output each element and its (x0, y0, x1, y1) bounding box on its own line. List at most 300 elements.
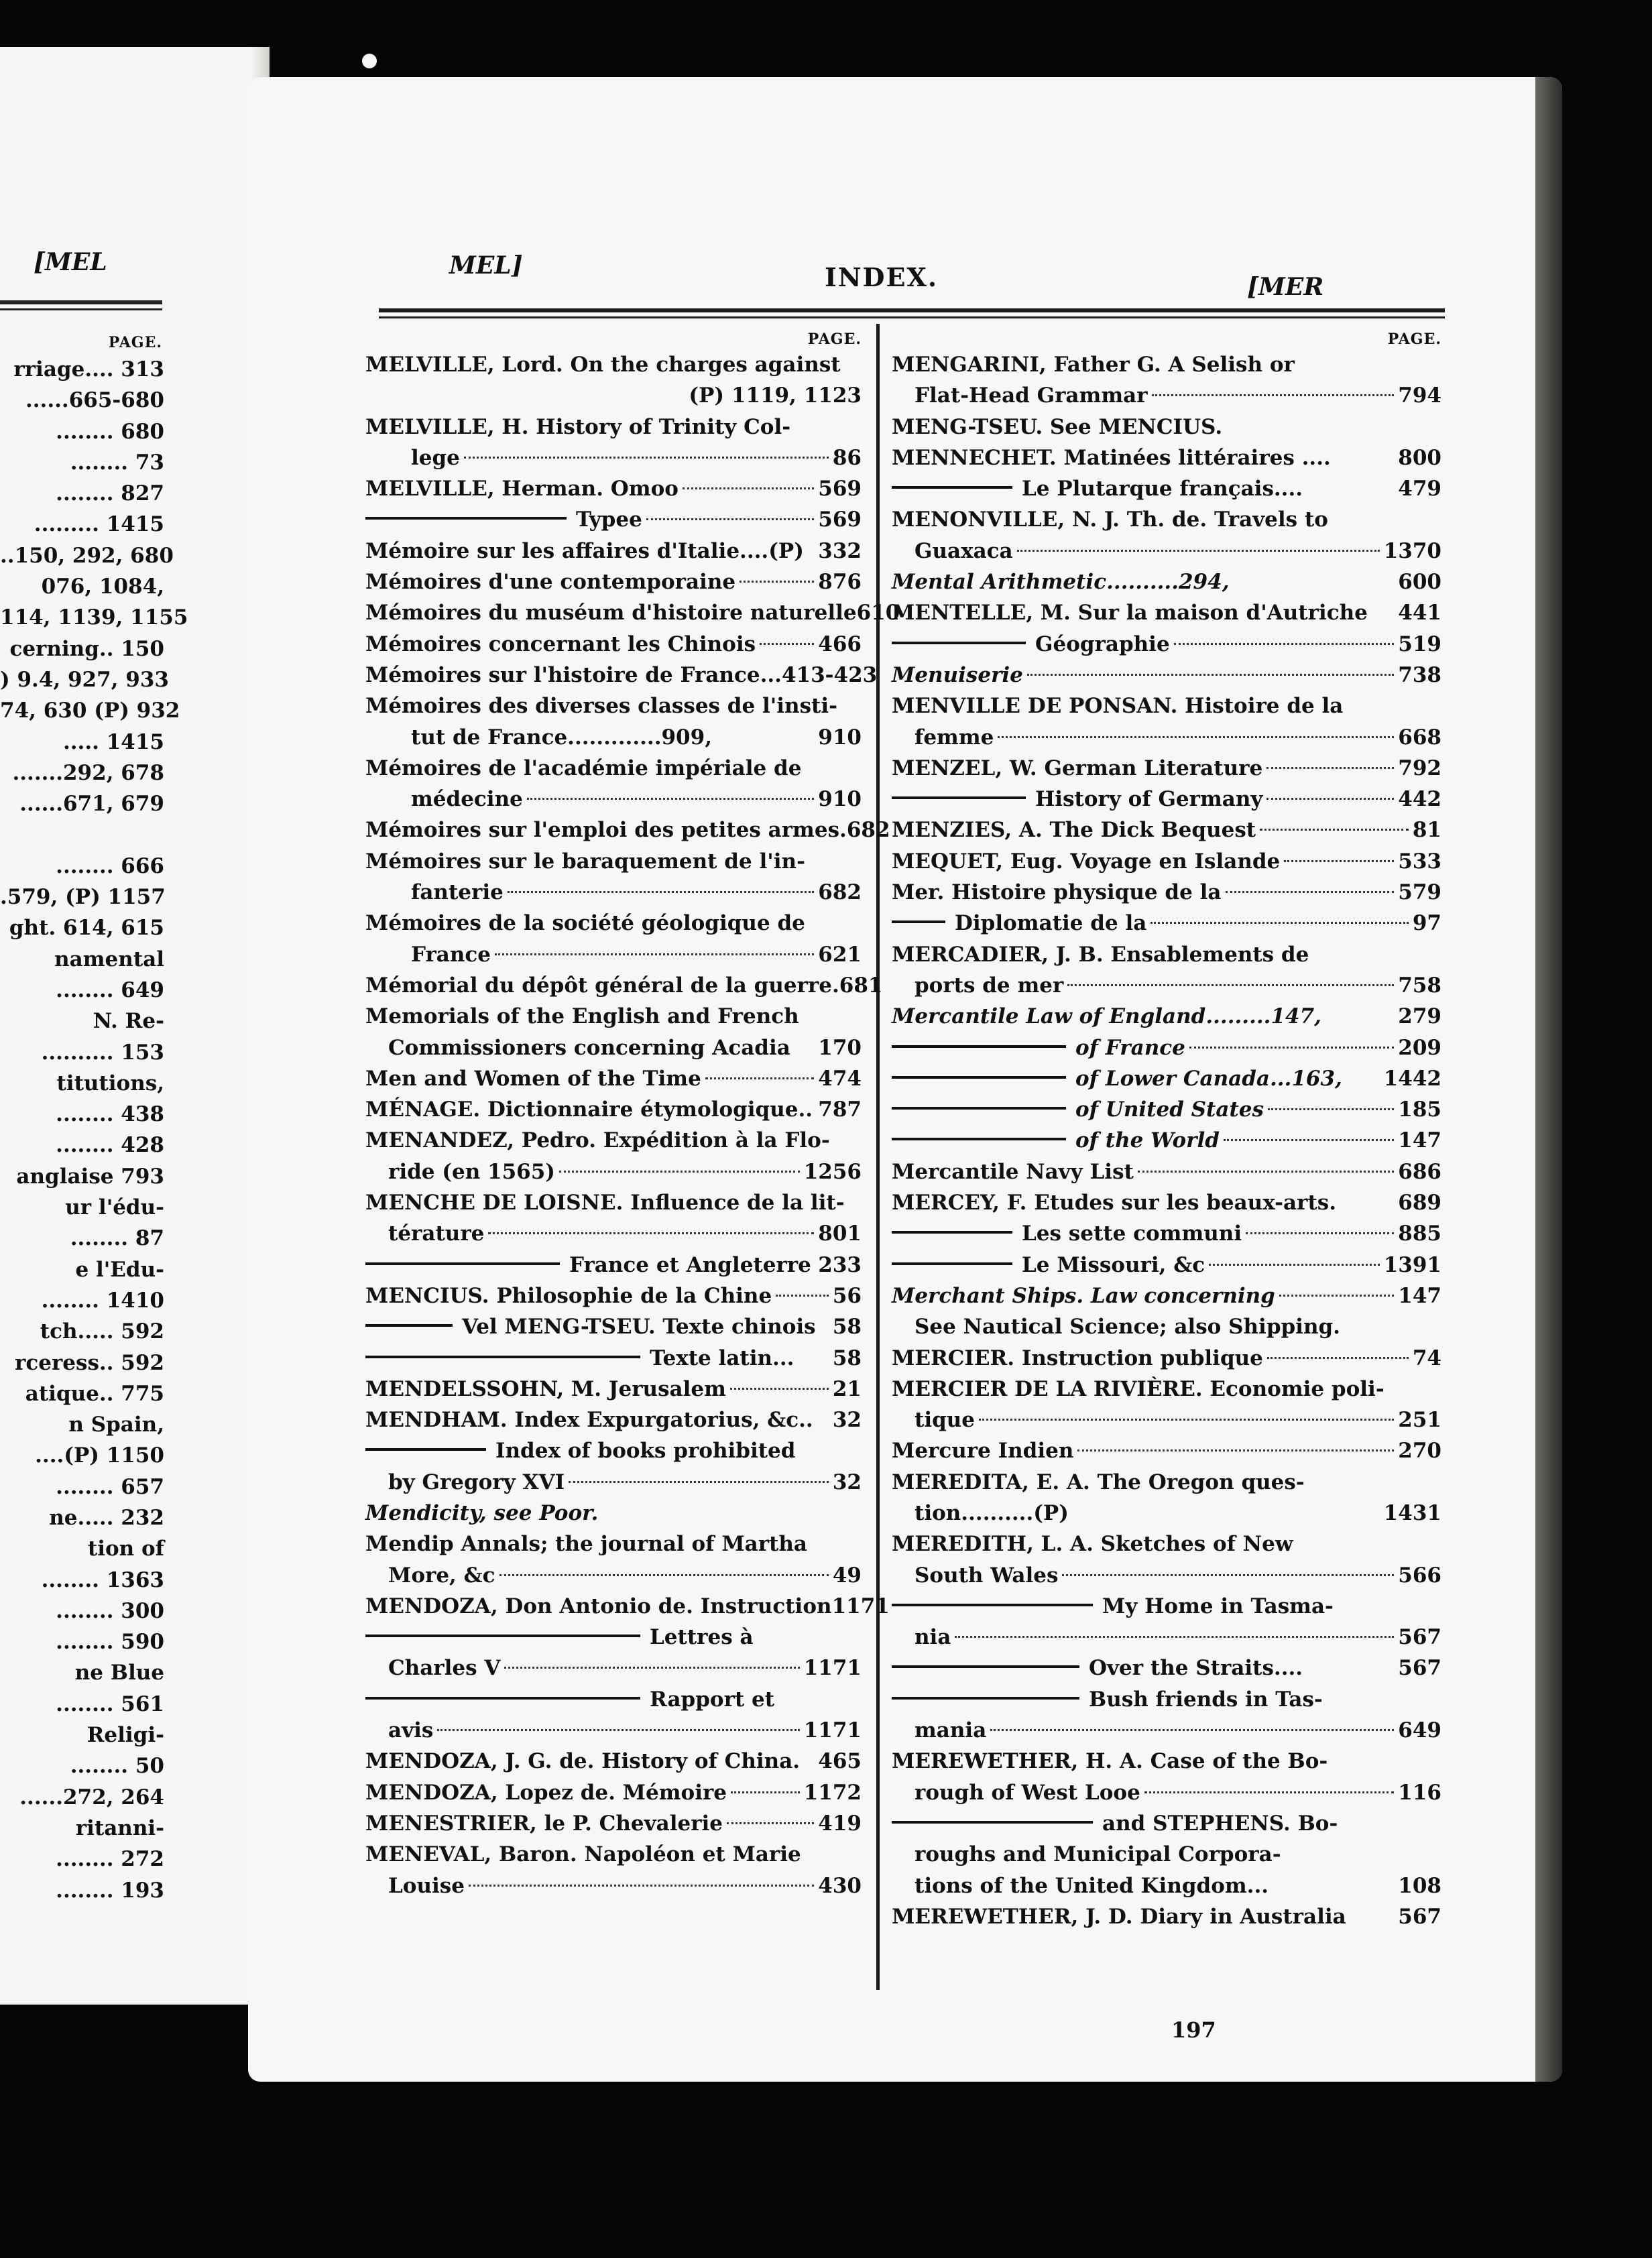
ditto-rule (892, 642, 1026, 644)
entry-text: Mercure Indien (892, 1439, 1074, 1464)
entry-text: Index of books prohibited (495, 1439, 796, 1464)
entry-page-ref: 1370 (1383, 538, 1441, 563)
entry-page-ref: 479 (1398, 477, 1441, 501)
entry-text: Memorials of the English and French (365, 1004, 799, 1029)
entry-page-ref: 567 (1398, 1625, 1441, 1650)
left-page-line: ........ 438 (56, 1102, 164, 1127)
entry-page-ref: 579 (1398, 880, 1441, 905)
entry-page-ref: 668 (1398, 725, 1441, 750)
entry-text: Mendip Annals; the journal of Martha (365, 1532, 807, 1557)
left-page-line: ........ 1410 (41, 1288, 164, 1313)
entry-page-ref: 1172 (803, 1780, 862, 1805)
left-page-line (0, 819, 164, 850)
index-entry (892, 1498, 1441, 1529)
entry-text: Le Missouri, &c (1022, 1252, 1205, 1277)
index-entry (892, 1777, 1441, 1808)
entry-page-ref: 600 (1398, 570, 1441, 595)
index-entry (892, 784, 1441, 815)
index-page (248, 77, 1562, 2082)
entry-text: Mercantile Law of England.........147, (892, 1004, 1321, 1029)
index-entry (892, 412, 1441, 442)
index-entry (892, 1808, 1441, 1839)
index-entry (365, 753, 862, 784)
entry-text: Mémoires des diverses classes de l'insti- (365, 694, 837, 719)
entry-text: MENDELSSOHN, M. Jerusalem (365, 1376, 726, 1401)
entry-page-ref: 279 (1398, 1004, 1441, 1029)
index-entry (892, 1156, 1441, 1187)
index-entry (365, 1250, 862, 1281)
leader-dots (559, 1171, 800, 1173)
entry-page-ref: 21 (832, 1376, 862, 1401)
entry-text: Over the Straits.... (1089, 1656, 1303, 1681)
entry-text: MENZEL, W. German Literature (892, 756, 1263, 780)
leader-dots (998, 736, 1394, 738)
entry-page-ref: 567 (1398, 1656, 1441, 1681)
index-entry (365, 1187, 862, 1218)
left-page-line: ........ 561 (56, 1691, 164, 1716)
entry-page-ref: 621 (818, 942, 862, 967)
index-entry (892, 1218, 1441, 1249)
index-entry (365, 1839, 862, 1870)
entry-text: femme (914, 725, 994, 750)
speck-mark (362, 54, 377, 68)
entry-page-ref: 758 (1398, 973, 1441, 998)
entry-text: tut de France.............909, (411, 725, 712, 750)
entry-page-ref: 682 (818, 880, 862, 905)
entry-text: MENANDEZ, Pedro. Expédition à la Flo- (365, 1128, 830, 1153)
ditto-rule (892, 1262, 1012, 1265)
entry-text: MENGARINI, Father G. A Selish or (892, 353, 1295, 377)
index-entry (892, 629, 1441, 660)
entry-text: térature (388, 1222, 485, 1246)
index-entry (892, 1063, 1441, 1094)
column-page-label: PAGE. (807, 331, 862, 348)
entry-text: Mémoires concernant les Chinois (365, 632, 756, 656)
entry-text: Menuiserie (892, 662, 1023, 687)
entry-page-ref: 442 (1398, 787, 1441, 812)
index-entry (365, 1218, 862, 1249)
leader-dots (1260, 829, 1409, 831)
leader-dots (731, 1791, 800, 1793)
index-entry (892, 939, 1441, 970)
index-entry (892, 691, 1441, 721)
entry-text: fanterie (411, 880, 504, 905)
left-running-head: [MEL (34, 248, 107, 276)
left-page-line: ......671, 679 (19, 792, 164, 817)
entry-page-ref: 792 (1398, 756, 1441, 780)
index-entry (892, 473, 1441, 504)
entry-text: MENG-TSEU. See MENCIUS. (892, 414, 1223, 439)
ditto-rule (365, 1448, 486, 1451)
left-page-line: N. Re- (93, 1009, 164, 1034)
entry-page-ref: 147 (1398, 1283, 1441, 1308)
index-entry (892, 908, 1441, 939)
left-page-line: ........ 649 (56, 977, 164, 1002)
entry-text: MENCHE DE LOISNE. Influence de la lit- (365, 1191, 845, 1215)
ditto-rule (365, 1324, 453, 1327)
running-head-right: [MER (1247, 273, 1324, 301)
left-page-line: ........ 428 (56, 1133, 164, 1158)
index-entry (365, 1343, 862, 1374)
leader-dots (1189, 1047, 1394, 1049)
entry-text: Charles V (388, 1656, 501, 1681)
index-entry (365, 1560, 862, 1591)
index-entry (365, 567, 862, 597)
entry-text: MENVILLE DE PONSAN. Histoire de la (892, 694, 1344, 719)
index-entry (892, 1343, 1441, 1374)
leader-dots (1209, 1264, 1380, 1266)
entry-text: MEREWETHER, H. A. Case of the Bo- (892, 1749, 1328, 1774)
left-page-line: .......... 153 (41, 1040, 164, 1065)
left-page-line: ......... 1415 (34, 512, 164, 537)
index-entry (892, 1125, 1441, 1156)
entry-text: More, &c (388, 1563, 495, 1588)
index-entry (365, 1467, 862, 1498)
ditto-rule (365, 517, 567, 520)
index-entry (892, 597, 1441, 628)
entry-text: Rapport et (650, 1687, 775, 1712)
entry-page-ref: 32 (832, 1408, 862, 1433)
entry-text: MENONVILLE, N. J. Th. de. Travels to (892, 508, 1328, 532)
entry-page-ref: 519 (1398, 632, 1441, 656)
ditto-rule (892, 796, 1026, 799)
entry-text: rough of West Looe (914, 1780, 1140, 1805)
index-entry (892, 1374, 1441, 1405)
entry-page-ref: 1171 (803, 1718, 862, 1743)
ditto-rule (892, 1697, 1079, 1700)
leader-dots (1266, 798, 1394, 800)
index-entry (892, 970, 1441, 1001)
entry-page-ref: 1256 (803, 1159, 862, 1184)
index-entry (365, 1094, 862, 1125)
ditto-rule (892, 1231, 1012, 1234)
index-entry (892, 1529, 1441, 1559)
index-entry (365, 629, 862, 660)
entry-text: MERCEY, F. Etudes sur les beaux-arts. (892, 1191, 1337, 1215)
leader-dots (1150, 922, 1409, 924)
left-page-line: tch..... 592 (40, 1319, 164, 1344)
index-entry (365, 1281, 862, 1311)
leader-dots (730, 1388, 829, 1390)
entry-page-ref: 689 (1398, 1191, 1441, 1215)
index-entry (365, 1498, 862, 1529)
entry-page-ref: 876 (818, 570, 862, 595)
entry-page-ref: 910 (818, 787, 862, 812)
entry-text: of France (1075, 1035, 1185, 1060)
entry-text: tique (914, 1408, 976, 1433)
entry-text: ports de mer (914, 973, 1064, 998)
left-page-line: ritanni- (75, 1816, 164, 1840)
header-rule-thin (379, 316, 1445, 318)
ditto-rule (365, 1356, 640, 1358)
index-entry (365, 1622, 862, 1653)
left-page-line: ........ 657 (56, 1474, 164, 1499)
entry-page-ref: 170 (818, 1035, 862, 1060)
entry-text: MEQUET, Eug. Voyage en Islande (892, 849, 1281, 874)
left-page-line: ........ 827 (56, 481, 164, 506)
leader-dots (740, 581, 814, 583)
entry-page-ref: 466 (818, 632, 862, 656)
entry-page-ref: 787 (818, 1097, 862, 1122)
left-page-line: ........ 193 (56, 1878, 164, 1903)
index-entry (365, 1125, 862, 1156)
entry-list (892, 349, 1441, 1932)
entry-page-ref: 423 (833, 662, 878, 687)
entry-text: MERCIER DE LA RIVIÈRE. Economie poli- (892, 1376, 1384, 1401)
left-page-line: ........ 680 (56, 419, 164, 444)
left-page-line: ........ 666 (56, 853, 164, 878)
index-entry (365, 412, 862, 442)
left-page-line: ........ 87 (70, 1226, 164, 1251)
index-entry (365, 1777, 862, 1808)
entry-text: MENDOZA, J. G. de. History of China. (365, 1749, 801, 1774)
leader-dots (1279, 1295, 1394, 1297)
index-entry (365, 1529, 862, 1559)
entry-text: See Nautical Science; also Shipping. (914, 1315, 1340, 1340)
leader-dots (1152, 394, 1395, 396)
index-entry (892, 380, 1441, 411)
index-entry (892, 815, 1441, 845)
entry-page-ref: 910 (818, 725, 862, 750)
entry-page-ref: 1171 (803, 1656, 862, 1681)
entry-text: France (411, 942, 491, 967)
leader-dots (1067, 984, 1394, 986)
entry-text: Les sette communi (1022, 1222, 1242, 1246)
left-page-line: ......272, 264 (19, 1785, 164, 1809)
index-entry (365, 877, 862, 908)
index-entry (365, 380, 862, 411)
leader-dots (1267, 1357, 1409, 1359)
left-page-line: ..150, 292, 680 (0, 543, 174, 568)
entry-text: Mémoires du muséum d'histoire naturelle (365, 601, 857, 626)
entry-text: Diplomatie de la (955, 911, 1147, 936)
entry-page-ref: 800 (1398, 445, 1441, 470)
index-entry (365, 815, 890, 845)
ditto-rule (892, 1107, 1066, 1110)
index-entry (365, 597, 900, 628)
leader-dots (437, 1729, 799, 1731)
entry-text: Vel MENG-TSEU. Texte chinois (462, 1315, 816, 1340)
index-entry (365, 1435, 862, 1466)
speck-mark (1460, 131, 1466, 137)
index-entry (365, 970, 883, 1001)
leader-dots (776, 1295, 829, 1297)
leader-dots (569, 1481, 829, 1483)
leader-dots (1144, 1791, 1394, 1793)
entry-page-ref: 32 (832, 1470, 862, 1494)
entry-page-ref: 251 (1398, 1408, 1441, 1433)
entry-page-ref: 474 (818, 1066, 862, 1091)
index-entry (892, 1405, 1441, 1435)
entry-page-ref: 185 (1398, 1097, 1441, 1122)
index-entry (365, 784, 862, 815)
index-entry (365, 1001, 862, 1032)
entry-text: History of Germany (1035, 787, 1263, 812)
entry-text: MENTELLE, M. Sur la maison d'Autriche (892, 601, 1368, 626)
index-column-left (365, 324, 900, 1901)
entry-text: by Gregory XVI (388, 1470, 565, 1494)
entry-text: tion..........(P) (914, 1500, 1069, 1525)
entry-text: Mémoires de l'académie impériale de (365, 756, 802, 780)
left-page-line: ........ 73 (70, 450, 164, 475)
index-entry (365, 1063, 862, 1094)
page-edge (1535, 77, 1562, 2082)
left-page-line: tion of (87, 1537, 164, 1561)
entry-text: mania (914, 1718, 987, 1743)
entry-page-ref: 1431 (1383, 1500, 1441, 1525)
entry-text: Merchant Ships. Law concerning (892, 1283, 1275, 1308)
index-entry (365, 349, 862, 380)
index-column-right (892, 324, 1441, 1932)
entry-text: Mental Arithmetic..........294, (892, 570, 1230, 595)
left-page-line: n Spain, (68, 1413, 164, 1437)
entry-text: of the World (1075, 1128, 1220, 1153)
entry-text: Mémoires sur l'emploi des petites armes. (365, 818, 847, 843)
entry-page-ref: 430 (818, 1873, 862, 1898)
entry-page-ref: 116 (1398, 1780, 1441, 1805)
entry-text: Mémoires sur l'histoire de France...413- (365, 662, 834, 687)
index-entry (365, 1684, 862, 1715)
entry-text: My Home in Tasma- (1102, 1594, 1334, 1618)
left-page-line: cerning.. 150 (9, 636, 164, 661)
entry-text: Géographie (1035, 632, 1170, 656)
leader-dots (488, 1232, 814, 1234)
index-entry (892, 1839, 1441, 1870)
leader-dots (1268, 1108, 1394, 1110)
index-entry (365, 660, 878, 691)
left-page-line: titutions, (56, 1071, 164, 1095)
ditto-rule (365, 1262, 560, 1265)
entry-text: MELVILLE, Lord. On the charges against (365, 353, 841, 377)
left-page-label: PAGE. (108, 334, 162, 351)
entry-page-ref: 441 (1398, 601, 1441, 626)
left-page-line: ........ 272 (56, 1847, 164, 1872)
entry-page-ref: 610 (856, 601, 900, 626)
leader-dots (464, 457, 829, 459)
entry-text: South Wales (914, 1563, 1059, 1588)
running-head-left: MEL] (449, 251, 523, 280)
index-entry (365, 1715, 862, 1746)
index-entry (892, 1560, 1441, 1591)
entry-text: of Lower Canada...163, (1075, 1066, 1342, 1091)
entry-text: France et Angleterre (569, 1252, 811, 1277)
entry-text: Typee (576, 508, 642, 532)
entry-text: Commissioners concerning Acadia (388, 1035, 790, 1060)
index-entry (892, 1653, 1441, 1683)
ditto-rule (892, 920, 945, 923)
entry-text: MENDOZA, Lopez de. Mémoire (365, 1780, 727, 1805)
leader-dots (504, 1667, 799, 1669)
index-entry (892, 1870, 1441, 1901)
ditto-rule (892, 486, 1012, 489)
index-entry (892, 349, 1441, 380)
entry-page-ref: 681 (839, 973, 883, 998)
entry-page-ref: 147 (1398, 1128, 1441, 1153)
ditto-rule (892, 1821, 1093, 1824)
left-page-line: ght. 614, 615 (9, 916, 164, 941)
entry-text: Bush friends in Tas- (1089, 1687, 1323, 1712)
entry-text: Mémoire sur les affaires d'Italie....(P) (365, 538, 804, 563)
index-entry (892, 1001, 1441, 1032)
index-entry (892, 1591, 1441, 1622)
entry-text: avis (388, 1718, 434, 1743)
entry-text: MEREWETHER, J. D. Diary in Australia (892, 1904, 1346, 1929)
left-page-line: ........ 590 (56, 1630, 164, 1655)
entry-text: nia (914, 1625, 951, 1650)
left-page-line: ne Blue (74, 1661, 164, 1685)
index-entry (892, 442, 1441, 473)
index-entry (365, 1374, 862, 1405)
entry-text: Louise (388, 1873, 465, 1898)
leader-dots (527, 798, 814, 800)
leader-dots (1027, 674, 1394, 676)
entry-page-ref: 738 (1398, 662, 1441, 687)
index-entry (892, 1281, 1441, 1311)
entry-text: MERCIER. Instruction publique (892, 1346, 1263, 1370)
page-number: 197 (1171, 2017, 1216, 2043)
leader-dots (979, 1419, 1394, 1421)
entry-page-ref: 270 (1398, 1439, 1441, 1464)
index-entry (892, 1467, 1441, 1498)
left-page-line: ........ 50 (70, 1754, 164, 1779)
left-page-line: atique.. 775 (25, 1381, 164, 1406)
entry-page-ref: 97 (1412, 911, 1441, 936)
entry-text: Lettres à (650, 1625, 754, 1650)
entry-page-ref: 465 (818, 1749, 862, 1774)
ditto-rule (892, 1604, 1093, 1606)
index-entry (365, 846, 862, 877)
entry-list (365, 349, 900, 1901)
entry-page-ref: 649 (1398, 1718, 1441, 1743)
leader-dots (1224, 1139, 1394, 1141)
leader-dots (1138, 1171, 1394, 1173)
entry-page-ref: 74 (1412, 1346, 1441, 1370)
entry-text: médecine (411, 787, 523, 812)
ditto-rule (892, 1045, 1066, 1048)
index-entry (892, 1622, 1441, 1653)
index-entry (892, 753, 1441, 784)
entry-page-ref: 686 (1398, 1159, 1441, 1184)
entry-text: Mercantile Navy List (892, 1159, 1134, 1184)
leader-dots (1266, 767, 1394, 769)
entry-text: MENDHAM. Index Expurgatorius, &c.. (365, 1408, 813, 1433)
index-entry (892, 846, 1441, 877)
ditto-rule (365, 1635, 640, 1637)
index-entry (365, 442, 862, 473)
left-page-line: .......292, 678 (12, 760, 164, 785)
entry-page-ref: 885 (1398, 1222, 1441, 1246)
entry-page-ref: 233 (818, 1252, 862, 1277)
index-entry (365, 722, 862, 753)
entry-page-ref: 49 (832, 1563, 862, 1588)
index-entry (892, 567, 1441, 597)
index-entry (365, 473, 862, 504)
left-page-line: ne..... 232 (49, 1505, 164, 1530)
index-entry (892, 504, 1441, 535)
left-page-line: namental (54, 947, 164, 971)
index-entry (892, 1094, 1441, 1125)
index-entry (365, 1808, 862, 1839)
left-page-line: e l'Edu- (75, 1257, 164, 1282)
entry-text: roughs and Municipal Corpora- (914, 1842, 1281, 1867)
left-page-line: 076, 1084, (41, 575, 164, 599)
index-entry (892, 536, 1441, 567)
index-entry (365, 504, 862, 535)
entry-text: tions of the United Kingdom... (914, 1873, 1269, 1898)
index-entry (365, 1591, 890, 1622)
entry-page-ref: 1442 (1383, 1066, 1441, 1091)
entry-text: and STEPHENS. Bo- (1102, 1811, 1338, 1836)
